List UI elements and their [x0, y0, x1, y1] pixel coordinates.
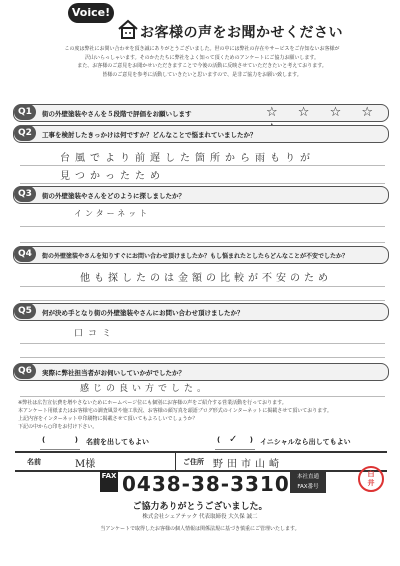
house-icon	[117, 19, 139, 39]
question-number: Q1	[14, 104, 36, 120]
publish-option-initial: イニシャルなら出してもよい	[260, 438, 351, 446]
note-line: 本アンケート用紙またはお客様宅の調査風景や施工状況、お客様の顔写真を頭語ブログ形式のインターネットに掲載させて頂いております。	[18, 408, 332, 414]
answer-line	[20, 204, 385, 227]
answer-line	[20, 264, 385, 287]
page-title: お客様の声をお聞かせください	[140, 25, 343, 41]
question-text: 工事を検討したきっかけは何ですか？どんなことで悩まれていましたか？	[42, 131, 257, 139]
stamp-char: 井	[367, 479, 375, 487]
question-number: Q3	[14, 186, 36, 202]
question-q3	[13, 186, 389, 204]
publish-options	[20, 436, 388, 450]
seal-stamp	[358, 466, 384, 492]
answer-line	[20, 165, 385, 184]
question-q4	[13, 246, 389, 264]
fax-number: 0438-38-3310	[122, 472, 290, 496]
star-rating: ☆ ☆ ☆ ☆	[266, 105, 382, 120]
publish-mark: ✓	[229, 434, 238, 445]
answer-line	[20, 226, 385, 243]
publish-checkbox-initial[interactable]: ( ✓ )	[215, 436, 255, 450]
publish-option-name: 名前を出してもよい	[86, 438, 149, 446]
answer-text: 台風でより前遅した箇所から雨もりが	[60, 153, 315, 164]
answer-text: 他も探したのは金額の比較が不安のため	[80, 273, 332, 284]
answer-line	[20, 286, 385, 301]
intro-line: この度は弊社にお問い合わせを頂き誠にありがとうございました。世の中には弊社の存在やサービスをご存知ないお客様が	[64, 46, 340, 52]
answer-text: インターネット	[74, 209, 151, 218]
question-number: Q5	[14, 303, 36, 319]
address-label: ご住所	[183, 458, 204, 466]
question-number: Q4	[14, 246, 36, 262]
name-address-row	[15, 451, 387, 472]
question-q2	[13, 125, 389, 143]
intro-line: また、お客様のご意見をお聞かせいただきますことで今後の活動に反映させていただきたいと考えております。	[77, 63, 327, 69]
name-value: M様	[75, 459, 96, 470]
question-number: Q2	[14, 125, 36, 141]
answer-text: 見つかったため	[60, 171, 165, 182]
question-q1	[13, 104, 389, 122]
question-number: Q6	[14, 363, 36, 379]
stamp-char: 白	[367, 470, 375, 478]
answer-text: 口コミ	[74, 329, 117, 339]
question-text: 街の外壁塗装やさんを５段階で評価をお願いします	[42, 110, 192, 118]
privacy-footer: 当アンケートで取得したお客様の個人情報は関係法規に基づき慎重にご管理いたします。	[100, 526, 300, 532]
fax-caption-line: 本社直通	[296, 474, 319, 480]
intro-text	[18, 45, 386, 79]
publish-checkbox-name[interactable]: ( )	[40, 436, 80, 450]
fax-caption-line: FAX番号	[297, 484, 319, 490]
fax-label: FAX	[100, 470, 118, 492]
intro-line: 沢山いらっしゃいます。そのかたたちに弊社をよく知って頂くためのアンケートにご協力お願いします。	[85, 54, 319, 61]
fax-caption	[290, 472, 326, 493]
answer-line	[20, 379, 385, 397]
intro-line: 皆様のご意見を参考に活動していきたいと思いますので、是非ご協力をお願い致します。	[102, 71, 302, 78]
name-label: 名前	[27, 458, 41, 466]
question-text: 何が決め手となり街の外壁塗装やさんにお問い合わせ頂けましたか？	[42, 309, 244, 317]
note-line: ※弊社は広告宣伝費を増やさないためにホームページ位にも個別にお客様の声をご紹介する営業活動を行っております。	[18, 400, 287, 406]
answer-line	[20, 145, 385, 166]
question-text: 街の外壁塗装やさんを知りすぐにお問い合わせ頂けましたか？もし悩まれたとしたらどんなことが不安でしたか？	[42, 253, 349, 260]
thanks-message: ご協力ありがとうございました。	[132, 502, 268, 512]
address-value: 野田市山崎	[213, 459, 283, 470]
company-line: 株式会社シェアテック 代表取締役 大久保 誠二	[142, 514, 258, 520]
publication-notes	[18, 399, 388, 431]
question-text: 実際に弊社担当者がお伺いしていかがでしたか？	[42, 369, 185, 377]
answer-text: 感じの良い方でした。	[80, 384, 211, 394]
note-line: 上記内容をインターネット中印刷物に掲載させて頂いてもよろしいでしょうか？	[18, 416, 198, 422]
question-q5	[13, 303, 389, 321]
voice-badge: Voice!	[68, 3, 114, 23]
question-text: 街の外壁塗装やさんをどのように探しましたか？	[42, 192, 185, 200]
note-line: 下記の中から○印をお付け下さい。	[18, 424, 98, 430]
answer-line	[20, 321, 385, 344]
answer-line	[20, 343, 385, 358]
